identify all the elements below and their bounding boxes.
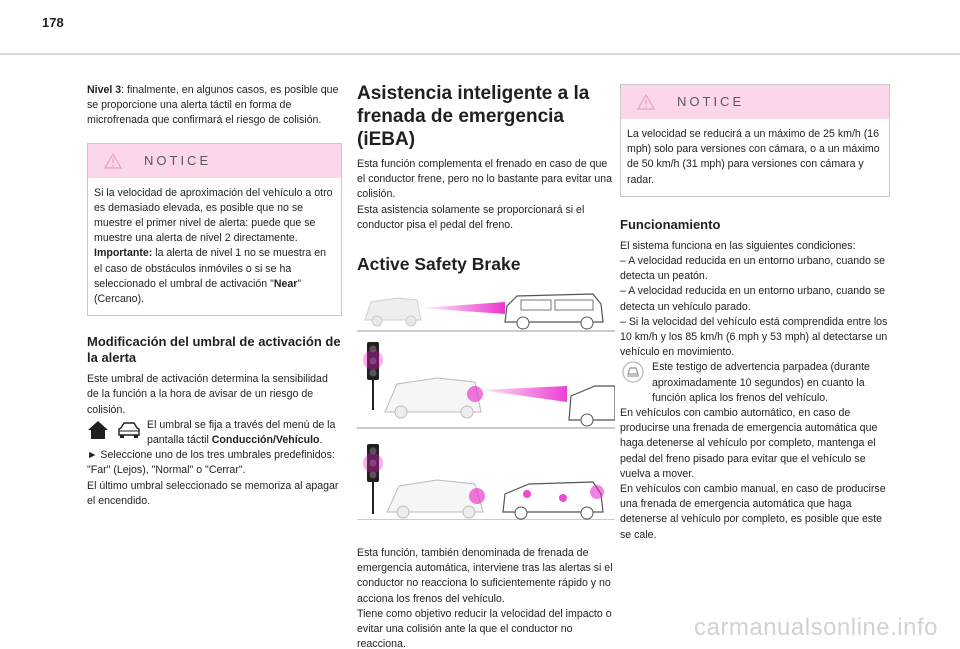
notice-box-speed (620, 84, 890, 197)
menu-path: Conducción/Vehículo (211, 434, 320, 447)
watermark: carmanualsonline.info (694, 614, 938, 641)
column-left (87, 83, 342, 509)
alert-glow (467, 386, 483, 402)
car-icon (117, 420, 141, 440)
notice-title: NOTICE (677, 94, 745, 110)
important-label: Importante: (94, 247, 153, 260)
brake-glow (590, 485, 604, 499)
menu-text (147, 418, 342, 448)
warning-lamp-icon (620, 360, 646, 384)
asb-heading: Active Safety Brake (357, 254, 521, 275)
operation-heading: Funcionamiento (620, 216, 721, 232)
alert-glow (469, 488, 485, 504)
scene-moving-vehicle (357, 294, 615, 331)
operation-line-1: – A velocidad reducida en un entorno urbano, cuando se detecta un peatón. (620, 255, 886, 283)
threshold-heading: Modificación del umbral de activación de la alerta (87, 334, 341, 366)
warning-lamp-row (620, 360, 890, 406)
threshold-paragraph: Este umbral de activación determina la sensibilidad de la función a la hora de avisar de un riesgo de colisión. (87, 373, 328, 416)
asb-paragraph-2: Tiene como objetivo reducir la velocidad del impacto o evitar una colisión ante la que el conductor no reacciona. (357, 607, 612, 649)
asb-illustration (357, 290, 615, 520)
select-threshold-step: ► Seleccione uno de los tres umbrales predefinidos: "Far" (Lejos), "Normal" o "Cerrar". (87, 449, 335, 477)
menu-instruction (87, 418, 342, 448)
ieba-paragraph-2: Esta asistencia solamente se proporcionará si el conductor pisa el pedal del freno. (357, 203, 585, 231)
operation-line-2: – A velocidad reducida en un entorno urbano, cuando se detecta un vehículo parado. (620, 285, 886, 313)
scene-warning (357, 342, 615, 428)
detection-beam (481, 386, 567, 402)
asb-paragraph-1: Esta función, también denominada de frenada de emergencia automática, interviene tras las alertas si el conductor no reacciona lo suficientemente rápido y no acciona los frenos del vehículo. (357, 547, 613, 605)
notice-text: La velocidad se reducirá a un máximo de 25 km/h (16 mph) solo para versiones con cámara, o a un máximo de 50 km/h (31 mph) para versiones con cámara y radar. (627, 128, 880, 186)
menu-text-a: El umbral se fija a través del menú de la pantalla táctil (147, 418, 336, 447)
column-right (620, 84, 890, 543)
menu-icons (87, 418, 141, 440)
page-number: 178 (42, 15, 64, 30)
notice-header (88, 144, 341, 178)
detection-beam (421, 302, 505, 314)
important-text-end: " (Cercano). (94, 277, 302, 306)
notice-body (88, 178, 341, 316)
home-icon (87, 420, 109, 440)
operation-line-3: – Si la velocidad del vehículo está comprendida entre los 10 km/h y los 85 km/h (6 mph y 53 mph) al detectarse un vehículo en movimiento. (620, 315, 888, 359)
column-middle (357, 82, 615, 649)
notice-title: NOTICE (144, 153, 212, 168)
warning-triangle-icon (104, 153, 122, 169)
near-label: Near (273, 277, 298, 290)
manual-gearbox-paragraph: En vehículos con cambio manual, en caso de producirse una frenada de emergencia automática que haga detenerse al vehículo por completo, es posible que este se cale. (620, 483, 886, 541)
target-vehicle (569, 386, 615, 420)
important-text: la alerta de nivel 1 no se muestra en el caso de obstáculos inmóviles o si se ha seleccionado el umbral de activación " (94, 247, 326, 290)
header-divider (0, 53, 960, 55)
notice-text: Si la velocidad de aproximación del vehículo a otro es demasiado elevada, es posible que no se muestre el primer nivel de alerta: puede que se muestre una alerta de nivel 2 directamente. (94, 186, 333, 245)
menu-text-c: . (319, 434, 323, 447)
notice-body (621, 119, 889, 196)
notice-header (621, 85, 889, 119)
notice-box (87, 143, 342, 317)
warning-triangle-icon (637, 94, 655, 110)
level3-text: : finalmente, en algunos casos, es posible que se proporcione una alerta táctil en forma de microfrenada que confirmará el riesgo de colisión. (87, 84, 339, 127)
scene-braking (357, 444, 615, 520)
operation-line-0: El sistema funciona en las siguientes condiciones: (620, 239, 856, 252)
level3-label: Nivel 3 (87, 84, 122, 96)
ieba-heading: Asistencia inteligente a la frenada de emergencia (iEBA) (357, 83, 590, 150)
memorized-paragraph: El último umbral seleccionado se memoriza al apagar el encendido. (87, 479, 339, 507)
automatic-gearbox-paragraph: En vehículos con cambio automático, en caso de producirse una frenada de emergencia automática que haga detenerse al vehículo por completo, mantenga el pedal del freno pisado para evitar que el vehículo se vuelva a mover. (620, 407, 878, 480)
notice-important (94, 246, 333, 307)
ieba-paragraph-1: Esta función complementa el frenado en caso de que el conductor frene, pero no lo bastante para evitar una colisión. (357, 158, 613, 201)
warning-lamp-text: Este testigo de advertencia parpadea (durante aproximadamente 10 segundos) en cuanto la función aplica los frenos del vehículo. (652, 361, 870, 404)
level3-paragraph (87, 83, 342, 129)
asb-diagram (357, 290, 615, 520)
